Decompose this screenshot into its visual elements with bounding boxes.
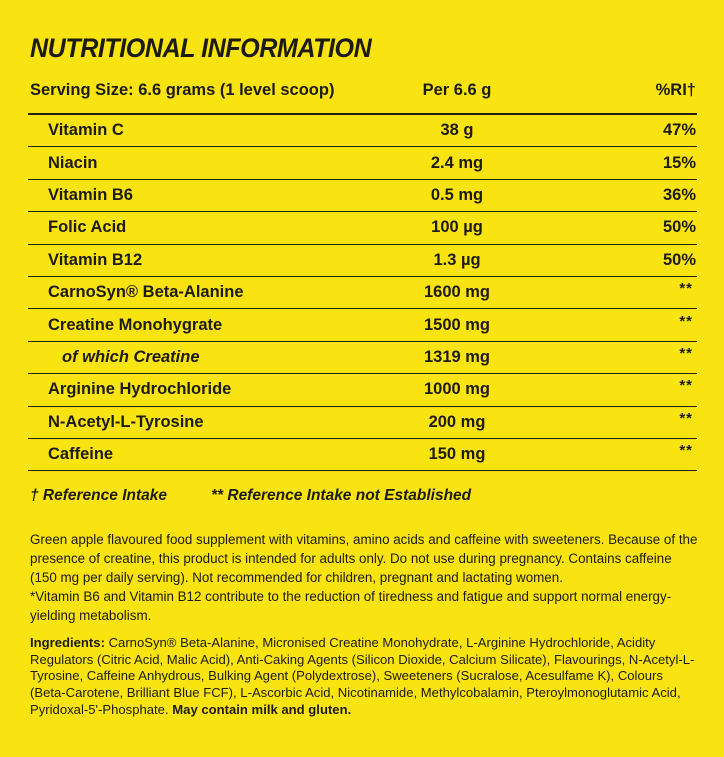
- table-row: [28, 277, 697, 309]
- table-row: [28, 374, 697, 406]
- nutrition-label: [0, 33, 724, 757]
- allergen-statement: May contain milk and gluten.: [172, 701, 352, 717]
- row-ri: 36%: [662, 185, 696, 204]
- description: [30, 530, 700, 625]
- row-ri: 47%: [662, 121, 696, 140]
- row-ri: 50%: [662, 250, 696, 269]
- row-amount: 1319 mg: [423, 347, 491, 366]
- row-amount: 1000 mg: [423, 380, 491, 399]
- description-vitamin-claim: *Vitamin B6 and Vitamin B12 contribute to the reduction of tiredness and fatigue and support normal energy-yielding metabolism.: [30, 589, 672, 624]
- row-name: Folic Acid: [48, 218, 127, 237]
- ingredients-heading: Ingredients:: [30, 635, 105, 651]
- row-amount: 38 g: [440, 121, 474, 140]
- column-header-ri: %RI†: [655, 81, 696, 99]
- row-ri: **: [679, 344, 693, 362]
- row-ri: **: [679, 442, 693, 460]
- table-row: [28, 115, 697, 147]
- row-name: Niacin: [48, 153, 98, 172]
- row-ri: 50%: [662, 218, 696, 237]
- row-amount: 0.5 mg: [430, 185, 484, 204]
- footnotes: [30, 487, 724, 505]
- serving-size: Serving Size: 6.6 grams (1 level scoop): [30, 81, 335, 99]
- row-ri: **: [679, 409, 693, 427]
- row-name: N-Acetyl-L-Tyrosine: [48, 412, 204, 431]
- table-row: [28, 180, 697, 212]
- column-header-amount: Per 6.6 g: [422, 81, 492, 99]
- page-title: NUTRITIONAL INFORMATION: [30, 33, 372, 63]
- ingredients-list: CarnoSyn® Beta-Alanine, Micronised Creatine Monohydrate, L-Arginine Hydrochloride, Acidity Regulators (Citric Acid, Malic Acid), Anti-Caking Agents (Silicon Dioxide, Calcium Silicate), Flavourings, N-Acetyl-L-Tyrosine, Caffeine Anhydrous, Bulking Agent (Polydextrose), Sweeteners (Sucralose, Acesulfame K), Colours (Beta-Carotene, Brilliant Blue FCF), L-Ascorbic Acid, Nicotinamide, Methylcobalamin, Pteroylmonoglutamic Acid, Pyridoxal-5'-Phosphate.: [30, 635, 695, 717]
- table-row: [28, 147, 697, 179]
- table-row: [28, 342, 697, 374]
- row-ri: **: [679, 377, 693, 395]
- footnote-reference-intake: † Reference Intake: [30, 487, 167, 505]
- nutrition-table: [28, 81, 697, 471]
- row-amount: 100 µg: [431, 218, 483, 237]
- row-name: CarnoSyn® Beta-Alanine: [48, 283, 244, 302]
- row-name: Caffeine: [48, 445, 114, 464]
- row-amount: 1.3 µg: [433, 250, 481, 269]
- footnote-not-established: ** Reference Intake not Established: [211, 487, 472, 505]
- row-ri: **: [679, 312, 693, 330]
- row-name: Vitamin C: [48, 121, 124, 140]
- row-name: Creatine Monohygrate: [48, 315, 223, 334]
- row-amount: 150 mg: [428, 445, 486, 464]
- row-name: of which Creatine: [62, 347, 200, 366]
- row-name: Arginine Hydrochloride: [48, 380, 232, 399]
- table-row: [28, 309, 697, 341]
- row-amount: 1500 mg: [423, 315, 491, 334]
- table-row: [28, 245, 697, 277]
- row-name: Vitamin B6: [48, 185, 133, 204]
- table-header: [28, 81, 697, 115]
- table-row: [28, 439, 697, 471]
- row-amount: 1600 mg: [423, 283, 491, 302]
- row-name: Vitamin B12: [48, 250, 143, 269]
- description-paragraph: Green apple flavoured food supplement with vitamins, amino acids and caffeine with sweeteners. Because of the presence of creatine, this product is intended for adults only. Do not use during pregnancy. Contains caffeine (150 mg per daily serving). Not recommended for children, pregnant and lactating women.: [30, 532, 698, 586]
- row-amount: 200 mg: [428, 412, 486, 431]
- table-row: [28, 212, 697, 244]
- row-ri: **: [679, 280, 693, 298]
- table-row: [28, 407, 697, 439]
- row-ri: 15%: [662, 153, 696, 172]
- ingredients: [30, 635, 700, 718]
- row-amount: 2.4 mg: [430, 153, 484, 172]
